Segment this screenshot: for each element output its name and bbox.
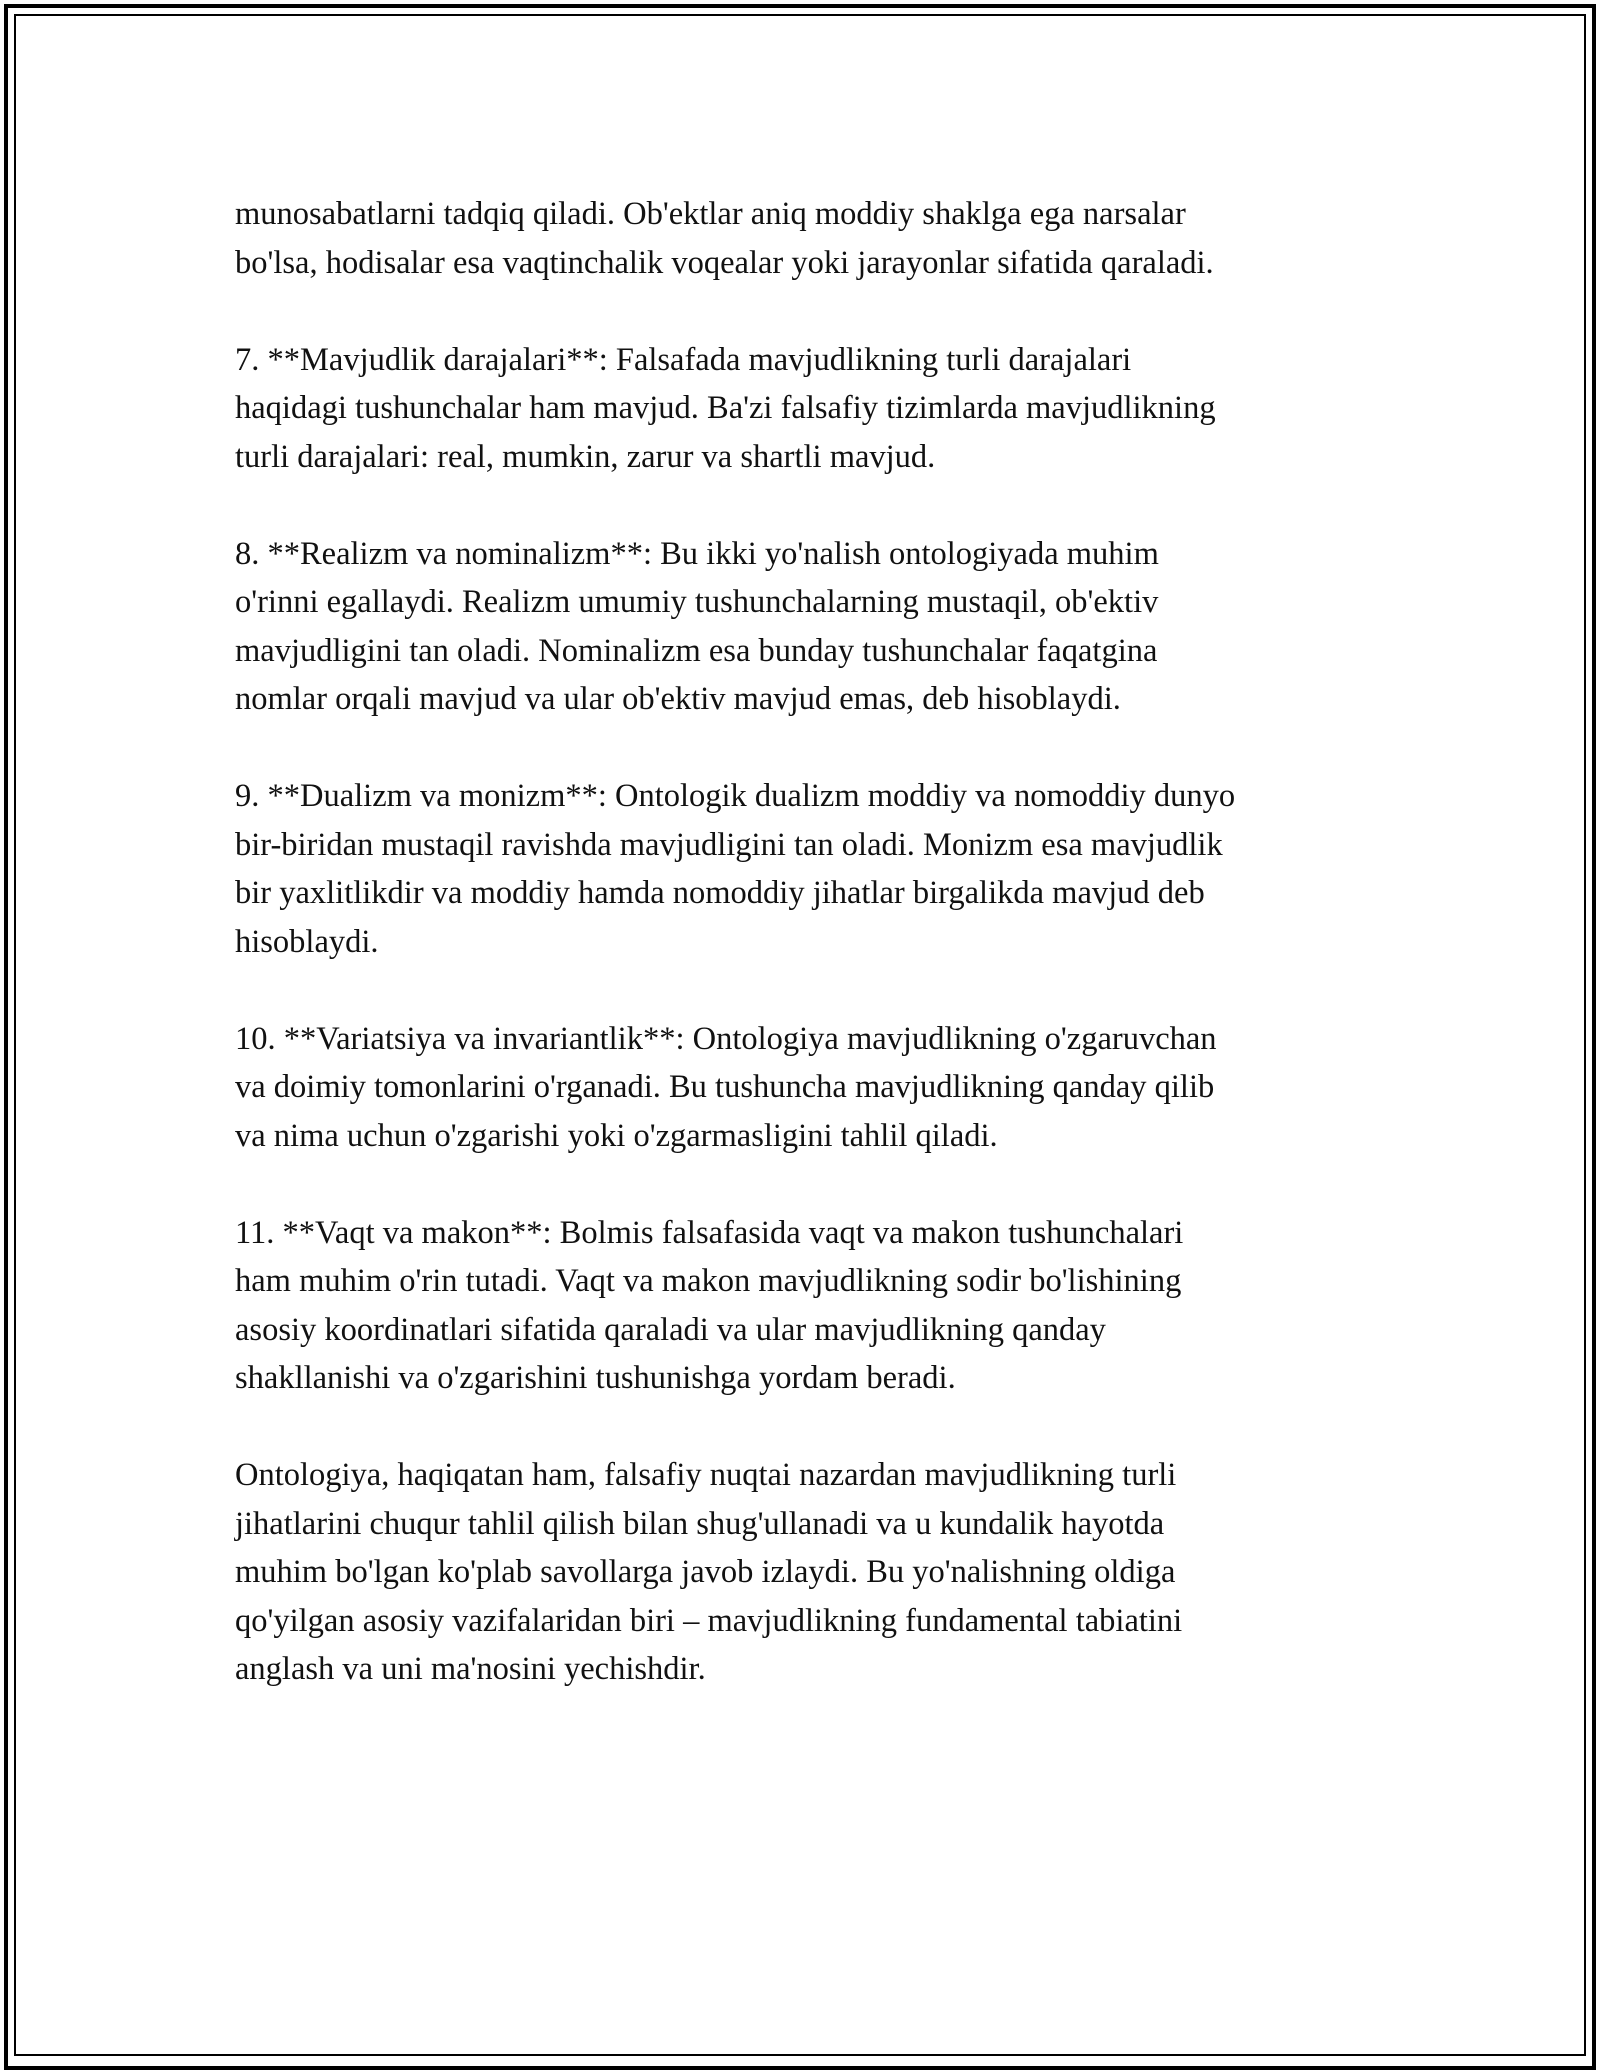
paragraph-item-9	[235, 772, 1375, 966]
text-line: Ontologiya, haqiqatan ham, falsafiy nuqtai nazardan mavjudlikning turli	[235, 1457, 1177, 1493]
text-line: munosabatlarni tadqiq qiladi. Ob'ektlar aniq moddiy shaklga ega narsalar	[235, 196, 1186, 232]
text-line: muhim bo'lgan ko'plab savollarga javob izlaydi. Bu yo'nalishning oldiga	[235, 1554, 1176, 1590]
text-line: anglash va uni ma'nosini yechishdir.	[235, 1651, 706, 1687]
text-line: bo'lsa, hodisalar esa vaqtinchalik voqealar yoki jarayonlar sifatida qaraladi.	[235, 244, 1214, 281]
text-line: qo'yilgan asosiy vazifalaridan biri – mavjudlikning fundamental tabiatini	[235, 1602, 1183, 1639]
text-line: asosiy koordinatlari sifatida qaraladi va ular mavjudlikning qanday	[235, 1311, 1106, 1348]
paragraph-item-8	[235, 530, 1375, 724]
text-line: hisoblaydi.	[235, 923, 379, 960]
paragraph-conclusion	[235, 1451, 1375, 1694]
text-line: 8. **Realizm va nominalizm**: Bu ikki yo'nalish ontologiyada muhim	[235, 535, 1159, 572]
paragraph-intro-continuation	[235, 190, 1375, 287]
text-line: bir-biridan mustaqil ravishda mavjudligini tan oladi. Monizm esa mavjudlik	[235, 826, 1223, 863]
text-line: va nima uchun o'zgarishi yoki o'zgarmasligini tahlil qiladi.	[235, 1117, 998, 1154]
text-line: nomlar orqali mavjud va ular ob'ektiv mavjud emas, deb hisoblaydi.	[235, 681, 1121, 717]
text-line: 11. **Vaqt va makon**: Bolmis falsafasida vaqt va makon tushunchalari	[235, 1214, 1184, 1251]
text-line: 7. **Mavjudlik darajalari**: Falsafada mavjudlikning turli darajalari	[235, 341, 1132, 378]
text-line: jihatlarini chuqur tahlil qilish bilan shug'ullanadi va u kundalik hayotda	[235, 1505, 1165, 1542]
text-line: bir yaxlitlikdir va moddiy hamda nomoddiy jihatlar birgalikda mavjud deb	[235, 875, 1205, 911]
paragraph-item-11	[235, 1209, 1375, 1403]
text-line: ham muhim o'rin tutadi. Vaqt va makon mavjudlikning sodir bo'lishining	[235, 1263, 1182, 1299]
text-line: o'rinni egallaydi. Realizm umumiy tushunchalarning mustaqil, ob'ektiv	[235, 584, 1159, 620]
text-line: mavjudligini tan oladi. Nominalizm esa bunday tushunchalar faqatgina	[235, 632, 1158, 669]
paragraph-item-7	[235, 336, 1375, 482]
text-line: shakllanishi va o'zgarishini tushunishga yordam beradi.	[235, 1360, 956, 1396]
text-line: haqidagi tushunchalar ham mavjud. Ba'zi falsafiy tizimlarda mavjudlikning	[235, 390, 1216, 426]
paragraph-item-10	[235, 1015, 1375, 1161]
text-line: turli darajalari: real, mumkin, zarur va shartli mavjud.	[235, 438, 936, 475]
text-line: 10. **Variatsiya va invariantlik**: Ontologiya mavjudlikning o'zgaruvchan	[235, 1020, 1217, 1057]
document-body	[235, 190, 1375, 1742]
text-line: va doimiy tomonlarini o'rganadi. Bu tushuncha mavjudlikning qanday qilib	[235, 1069, 1215, 1105]
text-line: 9. **Dualizm va monizm**: Ontologik dualizm moddiy va nomoddiy dunyo	[235, 778, 1236, 814]
